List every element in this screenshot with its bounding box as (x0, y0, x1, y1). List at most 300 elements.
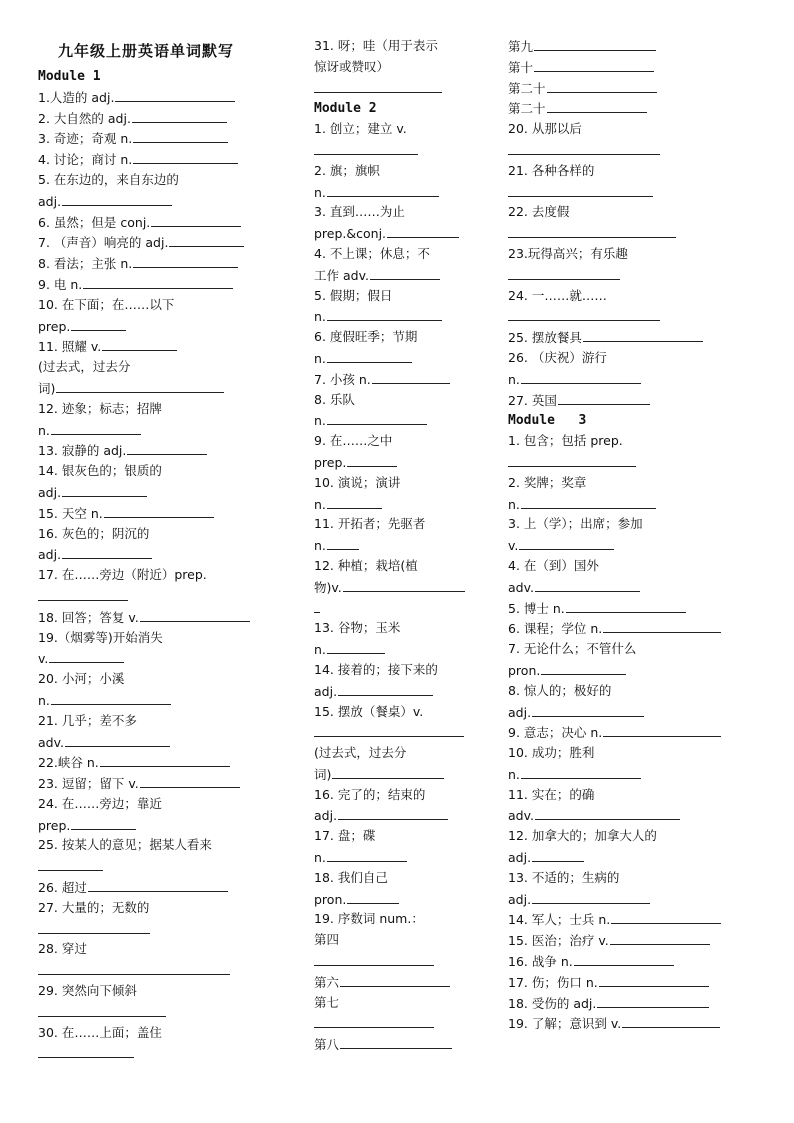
answer-blank[interactable] (599, 972, 709, 987)
vocab-item-line (314, 618, 496, 639)
answer-blank[interactable] (532, 847, 584, 862)
answer-blank[interactable] (547, 78, 657, 93)
vocab-prompt: 25. 摆放餐具 (508, 330, 582, 346)
answer-blank[interactable] (603, 618, 721, 633)
vocab-item-line (508, 306, 760, 327)
vocab-item-line (38, 149, 300, 170)
vocab-prompt: 2. 奖牌；奖章 (508, 474, 587, 490)
answer-blank[interactable] (38, 919, 150, 934)
answer-blank[interactable] (387, 223, 459, 238)
vocab-item (508, 743, 760, 785)
vocab-prompt: 第八 (314, 1037, 340, 1053)
vocab-prompt: 12. 迹象；标志；招牌 (38, 400, 162, 416)
answer-blank[interactable] (314, 78, 442, 93)
answer-blank[interactable] (133, 253, 238, 268)
vocab-item-line (38, 399, 300, 420)
answer-blank[interactable] (51, 690, 171, 705)
vocab-item (38, 981, 300, 1023)
answer-blank[interactable] (71, 316, 126, 331)
vocab-prompt: 27. 大量的；无数的 (38, 899, 150, 915)
vocab-item-line (38, 87, 300, 108)
answer-blank[interactable] (558, 390, 650, 405)
vocab-item (38, 440, 300, 461)
answer-blank[interactable] (508, 223, 676, 238)
vocab-item-line (314, 868, 496, 889)
vocab-item (38, 295, 300, 337)
vocab-prompt: n. (314, 184, 326, 200)
answer-blank[interactable] (102, 336, 177, 351)
vocab-prompt: 10. 在下面；在……以下 (38, 296, 175, 312)
answer-blank[interactable] (133, 149, 238, 164)
vocab-prompt: n. (508, 496, 520, 512)
answer-blank[interactable] (169, 232, 244, 247)
answer-blank[interactable] (372, 369, 450, 384)
vocab-prompt: 19. 了解；意识到 v. (508, 1016, 622, 1032)
answer-blank[interactable] (104, 503, 214, 518)
answer-blank[interactable] (314, 722, 464, 737)
vocab-item (314, 369, 496, 390)
vocab-item-line (38, 316, 300, 337)
vocab-item (508, 36, 760, 119)
vocab-item-line (508, 369, 760, 390)
vocab-item-line (508, 577, 760, 598)
vocab-prompt: 17. 盘；碟 (314, 828, 376, 844)
vocab-prompt: 3. 上（学）；出席；参加 (508, 516, 643, 532)
vocab-item-line (508, 598, 760, 619)
answer-blank[interactable] (340, 1034, 452, 1049)
answer-blank[interactable] (347, 452, 397, 467)
vocab-item (508, 286, 760, 328)
vocab-prompt: 15. 摆放（餐桌）v. (314, 703, 424, 719)
middle-column (314, 36, 496, 1055)
answer-blank[interactable] (508, 140, 660, 155)
vocab-prompt: 词) (38, 380, 56, 396)
vocab-prompt: 15. 天空 n. (38, 505, 103, 521)
answer-blank[interactable] (332, 764, 444, 779)
vocab-item-line (38, 191, 300, 212)
vocab-prompt: 5. 在东边的，来自东边的 (38, 171, 179, 187)
vocab-item-line (508, 722, 760, 743)
vocab-item-line (38, 128, 300, 149)
answer-blank[interactable] (327, 847, 407, 862)
vocab-item-line (508, 702, 760, 723)
vocab-item-line (314, 764, 496, 785)
vocab-prompt: 10. 演说；演讲 (314, 474, 401, 490)
answer-blank[interactable] (327, 639, 385, 654)
vocab-item-line (314, 473, 496, 494)
vocab-item (314, 202, 496, 244)
vocab-item (508, 722, 760, 743)
answer-blank[interactable] (88, 877, 228, 892)
vocab-item-line (314, 598, 496, 619)
vocab-prompt: 第七 (314, 994, 340, 1010)
vocab-prompt: 2. 大自然的 adj. (38, 110, 131, 126)
vocab-item-line (38, 274, 300, 295)
vocab-prompt: 12. 种植；栽培(植 (314, 557, 418, 573)
vocab-item (38, 628, 300, 670)
answer-blank[interactable] (327, 410, 427, 425)
vocab-item-line (508, 202, 760, 223)
answer-blank[interactable] (508, 182, 653, 197)
vocab-item (38, 794, 300, 836)
vocab-item-line (508, 785, 760, 806)
vocab-item-line (314, 369, 496, 390)
answer-blank[interactable] (508, 452, 636, 467)
vocab-item-line (314, 161, 496, 182)
answer-blank[interactable] (508, 265, 620, 280)
answer-blank[interactable] (547, 98, 647, 113)
vocab-item-line (508, 535, 760, 556)
answer-blank[interactable] (532, 889, 650, 904)
vocab-prompt: n. (314, 850, 326, 866)
vocab-item-line (508, 223, 760, 244)
answer-blank[interactable] (343, 577, 465, 592)
answer-blank[interactable] (597, 993, 709, 1008)
vocab-item (38, 835, 300, 877)
answer-blank[interactable] (338, 805, 448, 820)
vocab-item (314, 161, 496, 203)
vocab-prompt: 词) (314, 766, 332, 782)
vocab-item (38, 149, 300, 170)
vocab-prompt: 20. 小河；小溪 (38, 671, 125, 687)
vocab-prompt: 5. 假期；假日 (314, 287, 393, 303)
vocab-item-line (508, 1013, 760, 1034)
vocab-item (314, 390, 496, 432)
answer-blank[interactable] (327, 182, 439, 197)
vocab-item-line (314, 639, 496, 660)
answer-blank[interactable] (132, 108, 227, 123)
vocab-item-line (314, 889, 496, 910)
answer-blank[interactable] (327, 306, 442, 321)
vocab-item (38, 669, 300, 711)
vocab-item-line (38, 170, 300, 191)
answer-blank[interactable] (100, 752, 230, 767)
answer-blank[interactable] (314, 1013, 434, 1028)
vocab-item-line (508, 972, 760, 993)
vocab-item-line (314, 722, 496, 743)
vocab-item-line (38, 732, 300, 753)
vocab-item-line (38, 108, 300, 129)
vocab-item-line (508, 764, 760, 785)
vocab-item-line (508, 639, 760, 660)
answer-blank[interactable] (327, 494, 382, 509)
vocab-prompt: prep. (38, 817, 71, 833)
vocab-item (314, 36, 496, 98)
vocab-item (508, 930, 760, 951)
answer-blank[interactable] (314, 951, 434, 966)
vocab-item (314, 244, 496, 286)
vocab-item-line (508, 244, 760, 265)
vocab-prompt: 17. 在……旁边（附近）prep. (38, 567, 207, 583)
vocab-item (508, 348, 760, 390)
vocab-item (38, 108, 300, 129)
vocab-item (314, 618, 496, 660)
vocab-item (508, 909, 760, 930)
answer-blank[interactable] (49, 648, 124, 663)
vocab-item (508, 327, 760, 348)
vocab-prompt: 1. 包含；包括 prep. (508, 433, 623, 449)
answer-blank[interactable] (338, 681, 433, 696)
vocab-item (38, 128, 300, 149)
vocab-item-line (314, 826, 496, 847)
vocab-prompt: 16. 战争 n. (508, 954, 573, 970)
vocab-item-line (314, 348, 496, 369)
vocab-item (314, 972, 496, 1034)
vocab-item (508, 826, 760, 868)
vocab-item (314, 702, 496, 785)
vocab-item-line (38, 586, 300, 607)
vocab-prompt: 8. 惊人的；极好的 (508, 682, 612, 698)
vocab-prompt: adj. (508, 850, 532, 866)
vocab-prompt: adv. (508, 808, 534, 824)
vocab-prompt: 29. 突然向下倾斜 (38, 983, 137, 999)
vocab-item-line (508, 681, 760, 702)
vocab-prompt: adj. (314, 683, 338, 699)
vocab-prompt: 24. 一……就…… (508, 287, 607, 303)
answer-blank[interactable] (140, 773, 240, 788)
answer-blank[interactable] (38, 960, 230, 975)
answer-blank[interactable] (127, 440, 207, 455)
vocab-item-line (314, 535, 496, 556)
vocab-prompt: 14. 银灰色的；银质的 (38, 463, 162, 479)
vocab-item (38, 170, 300, 212)
vocab-prompt: 21. 几乎；差不多 (38, 712, 137, 728)
vocab-item-line (314, 556, 496, 577)
vocab-prompt: 6. 虽然；但是 conj. (38, 214, 151, 230)
vocab-item (38, 253, 300, 274)
answer-blank[interactable] (115, 87, 235, 102)
vocab-prompt: 6. 课程；学位 n. (508, 621, 603, 637)
answer-blank[interactable] (583, 327, 703, 342)
vocab-item-line (38, 877, 300, 898)
answer-blank[interactable] (347, 889, 399, 904)
answer-blank[interactable] (519, 535, 614, 550)
vocab-item (508, 161, 760, 203)
page-title: 九年级上册英语单词默写 (58, 42, 235, 60)
vocab-prompt: (过去式，过去分 (38, 359, 131, 375)
vocab-item-line (508, 951, 760, 972)
vocab-item-line (508, 805, 760, 826)
vocab-item (508, 390, 760, 411)
vocab-item-line (38, 295, 300, 316)
vocab-item (508, 993, 760, 1014)
vocab-item-line (38, 939, 300, 960)
vocab-item-line (38, 1043, 300, 1064)
answer-blank[interactable] (327, 535, 359, 550)
vocab-item (314, 514, 496, 556)
answer-blank[interactable] (140, 607, 250, 622)
answer-blank[interactable] (535, 577, 640, 592)
vocab-item-line (508, 78, 760, 99)
vocab-item-line (314, 702, 496, 723)
vocab-item (38, 399, 300, 441)
vocab-prompt: adj. (508, 704, 532, 720)
vocab-item-line (314, 494, 496, 515)
answer-blank[interactable] (521, 494, 656, 509)
vocab-prompt: 3. 奇迹；奇观 n. (38, 131, 133, 147)
vocab-prompt: n. (314, 642, 326, 658)
vocab-item (314, 556, 496, 618)
vocab-item-line (508, 390, 760, 411)
vocab-item-line (508, 556, 760, 577)
vocab-prompt: 第二十 (508, 101, 546, 117)
vocab-prompt: 31. 呀；哇（用于表示 (314, 38, 438, 53)
vocab-prompt: adj. (38, 193, 62, 209)
answer-blank[interactable] (314, 140, 418, 155)
vocab-item-line (314, 847, 496, 868)
vocab-item-line (314, 286, 496, 307)
module-heading: Module 1 (38, 69, 101, 84)
vocab-prompt: 第二十 (508, 80, 546, 96)
vocab-item (314, 826, 496, 868)
vocab-item-line (38, 378, 300, 399)
vocab-item (314, 119, 496, 161)
vocab-item (38, 898, 300, 940)
vocab-item-line (508, 889, 760, 910)
vocab-item (508, 681, 760, 723)
vocab-item (38, 752, 300, 773)
answer-blank[interactable] (610, 930, 710, 945)
vocab-item-line (508, 514, 760, 535)
vocab-item (38, 773, 300, 794)
vocab-prompt: prep. (38, 318, 71, 334)
answer-blank[interactable] (51, 420, 141, 435)
vocab-item-line (38, 544, 300, 565)
vocab-prompt: n. (314, 538, 326, 554)
vocab-item-line (38, 835, 300, 856)
vocab-prompt: 6. 度假旺季；节期 (314, 329, 418, 345)
vocab-prompt: 第四 (314, 932, 340, 948)
vocab-item-line (508, 182, 760, 203)
vocab-prompt: pron. (314, 891, 347, 907)
vocab-item-line (314, 202, 496, 223)
vocab-prompt: n. (508, 766, 520, 782)
answer-blank[interactable] (622, 1013, 720, 1028)
vocab-prompt: 8. 看法；主张 n. (38, 256, 133, 272)
vocab-item (508, 598, 760, 619)
vocab-item-line (508, 868, 760, 889)
vocab-prompt: 4. 不上课；休息；不 (314, 245, 430, 261)
vocab-item (508, 972, 760, 993)
vocab-item-line (38, 336, 300, 357)
answer-blank[interactable] (62, 482, 147, 497)
vocab-prompt: 22.峡谷 n. (38, 755, 99, 771)
vocab-prompt: 18. 回答；答复 v. (38, 609, 139, 625)
answer-blank[interactable] (314, 598, 320, 613)
answer-blank[interactable] (327, 348, 412, 363)
vocab-item-line (508, 348, 760, 369)
answer-blank[interactable] (532, 702, 644, 717)
vocab-item (314, 868, 496, 910)
vocab-prompt: 18. 受伤的 adj. (508, 995, 597, 1011)
answer-blank[interactable] (38, 586, 128, 601)
answer-blank[interactable] (534, 57, 654, 72)
vocab-prompt: 13. 不适的；生病的 (508, 869, 620, 885)
vocab-item-line (38, 212, 300, 233)
vocab-prompt: 11. 实在；的确 (508, 786, 595, 802)
vocab-item-line (508, 36, 760, 57)
vocab-item (314, 909, 496, 971)
vocab-prompt: v. (508, 538, 519, 554)
vocab-item-line (508, 473, 760, 494)
answer-blank[interactable] (151, 212, 241, 227)
answer-blank[interactable] (521, 764, 641, 779)
answer-blank[interactable] (38, 856, 103, 871)
vocab-item-line (314, 36, 496, 57)
answer-blank[interactable] (83, 274, 233, 289)
module-heading: Module 2 (314, 101, 377, 117)
vocab-item-line (508, 57, 760, 78)
vocab-item-line (38, 253, 300, 274)
vocab-item (508, 556, 760, 598)
answer-blank[interactable] (611, 909, 721, 924)
vocab-prompt: 23.玩得高兴；有乐趣 (508, 245, 628, 261)
vocab-prompt: pron. (508, 662, 541, 678)
answer-blank[interactable] (508, 306, 660, 321)
vocab-prompt: 11. 照耀 v. (38, 339, 102, 355)
vocab-item-line (314, 119, 496, 140)
vocab-prompt: 1.人造的 adj. (38, 89, 115, 105)
vocab-item-line (508, 909, 760, 930)
answer-blank[interactable] (370, 265, 440, 280)
right-column (508, 36, 760, 1034)
vocab-item-line (314, 452, 496, 473)
vocab-prompt: 24. 在……旁边；靠近 (38, 795, 162, 811)
vocab-prompt: adj. (38, 484, 62, 500)
answer-blank[interactable] (521, 369, 641, 384)
vocab-prompt: 9. 意志；决心 n. (508, 725, 603, 741)
answer-blank[interactable] (566, 598, 686, 613)
vocab-item-line (314, 327, 496, 348)
answer-blank[interactable] (535, 805, 680, 820)
vocab-item (508, 639, 760, 681)
vocab-item-line (508, 993, 760, 1014)
vocab-prompt: 2. 旗；旗帜 (314, 162, 380, 178)
answer-blank[interactable] (38, 1002, 166, 1017)
answer-blank[interactable] (574, 951, 674, 966)
vocab-prompt: 14. 军人；士兵 n. (508, 912, 611, 928)
vocab-item-line (314, 140, 496, 161)
vocab-prompt: 13. 谷物；玉米 (314, 620, 401, 636)
vocab-item (314, 327, 496, 369)
vocab-item-line (314, 57, 496, 78)
answer-blank[interactable] (56, 378, 224, 393)
answer-blank[interactable] (603, 722, 721, 737)
vocab-item (314, 1034, 496, 1055)
answer-blank[interactable] (62, 191, 172, 206)
vocab-item-line (38, 482, 300, 503)
vocab-item-line (314, 431, 496, 452)
vocab-item-line (314, 1013, 496, 1034)
vocab-item-line (38, 648, 300, 669)
answer-blank[interactable] (65, 732, 170, 747)
answer-blank[interactable] (133, 128, 228, 143)
left-column (38, 36, 300, 1064)
answer-blank[interactable] (340, 972, 450, 987)
answer-blank[interactable] (38, 1043, 134, 1058)
answer-blank[interactable] (541, 660, 626, 675)
answer-blank[interactable] (62, 544, 152, 559)
vocab-prompt: 19.（烟雾等)开始消失 (38, 629, 163, 645)
vocab-prompt: 10. 成功；胜利 (508, 745, 595, 761)
vocab-item-line (314, 78, 496, 99)
vocab-prompt: 26. 超过 (38, 880, 87, 896)
answer-blank[interactable] (71, 815, 136, 830)
vocab-prompt: n. (38, 422, 50, 438)
vocab-item-line (38, 1023, 300, 1044)
answer-blank[interactable] (534, 36, 656, 51)
vocab-prompt: v. (38, 651, 49, 667)
